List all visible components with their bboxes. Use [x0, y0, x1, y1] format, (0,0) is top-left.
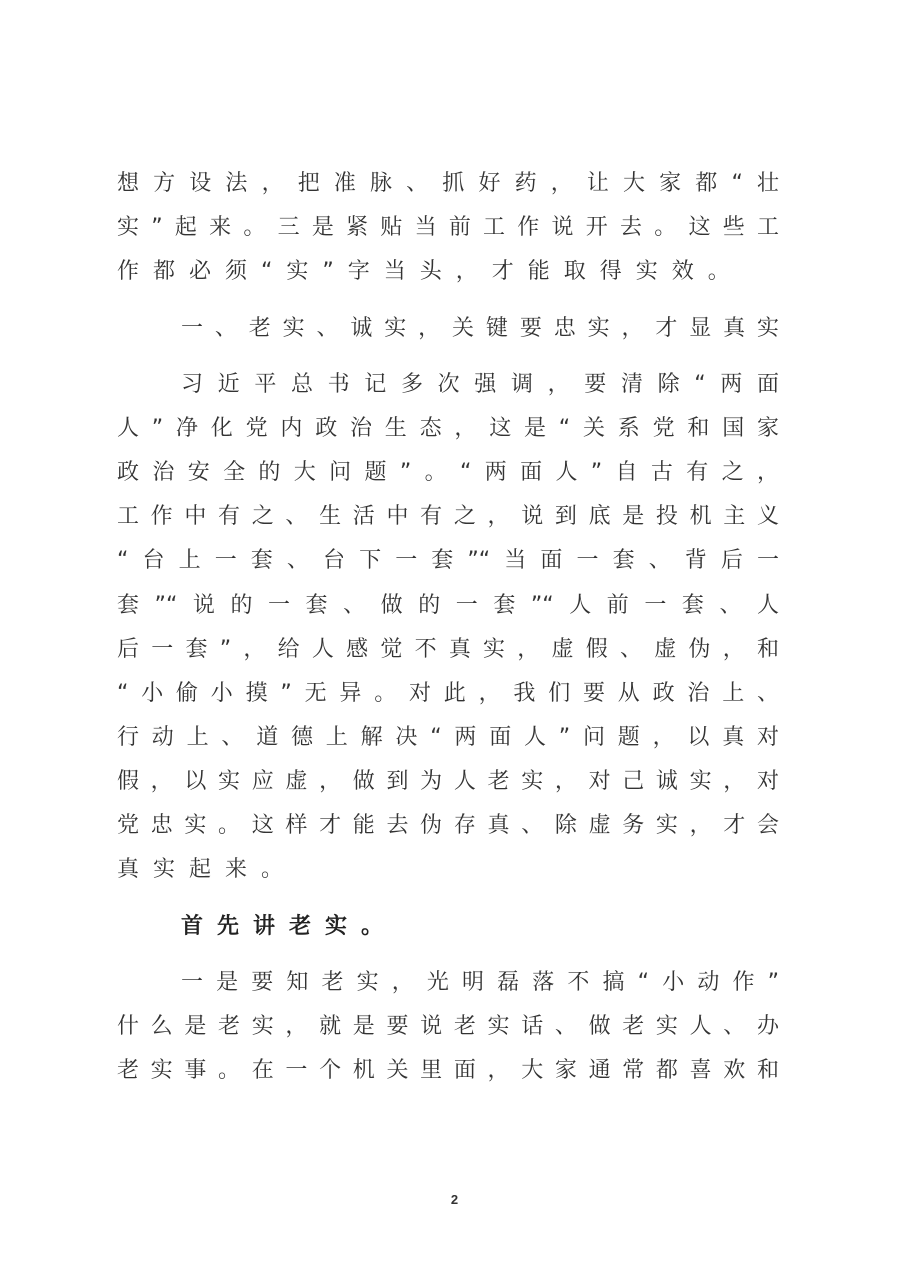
text-line: 人”净化党内政治生态，这是“关系党和国家 — [117, 416, 779, 441]
text-line: 政治安全的大问题”。“两面人”自古有之， — [117, 460, 779, 485]
text-line: “台上一套、台下一套”“当面一套、背后一 — [117, 548, 779, 573]
text-line: 想方设法，把准脉、抓好药，让大家都“壮 — [117, 171, 779, 196]
subheading: 首先讲老实。 — [181, 914, 398, 939]
text-line: 假，以实应虚，做到为人老实，对己诚实，对 — [117, 769, 779, 794]
page-number: 2 — [450, 1192, 459, 1207]
text-line: “小偷小摸”无异。对此，我们要从政治上、 — [117, 681, 779, 706]
text-line: 行动上、道德上解决“两面人”问题，以真对 — [117, 725, 779, 750]
text-line: 套”“说的一套、做的一套”“人前一套、人 — [117, 593, 779, 618]
text-line: 工作中有之、生活中有之，说到底是投机主义 — [117, 504, 779, 529]
text-line: 一是要知老实，光明磊落不搞“小动作” — [181, 970, 779, 995]
text-line: 老实事。在一个机关里面，大家通常都喜欢和 — [117, 1058, 779, 1083]
text-line: 党忠实。这样才能去伪存真、除虚务实，才会 — [117, 813, 779, 838]
text-line: 作都必须“实”字当头，才能取得实效。 — [117, 259, 744, 284]
text-line: 什么是老实，就是要说老实话、做老实人、办 — [117, 1014, 779, 1039]
text-line: 实”起来。三是紧贴当前工作说开去。这些工 — [117, 215, 779, 240]
section-heading: 一、老实、诚实，关键要忠实，才显真实 — [181, 316, 779, 341]
text-line: 习近平总书记多次强调，要清除“两面 — [181, 372, 779, 397]
text-line: 真实起来。 — [117, 857, 298, 882]
text-line: 后一套”，给人感觉不真实，虚假、虚伪，和 — [117, 637, 779, 662]
